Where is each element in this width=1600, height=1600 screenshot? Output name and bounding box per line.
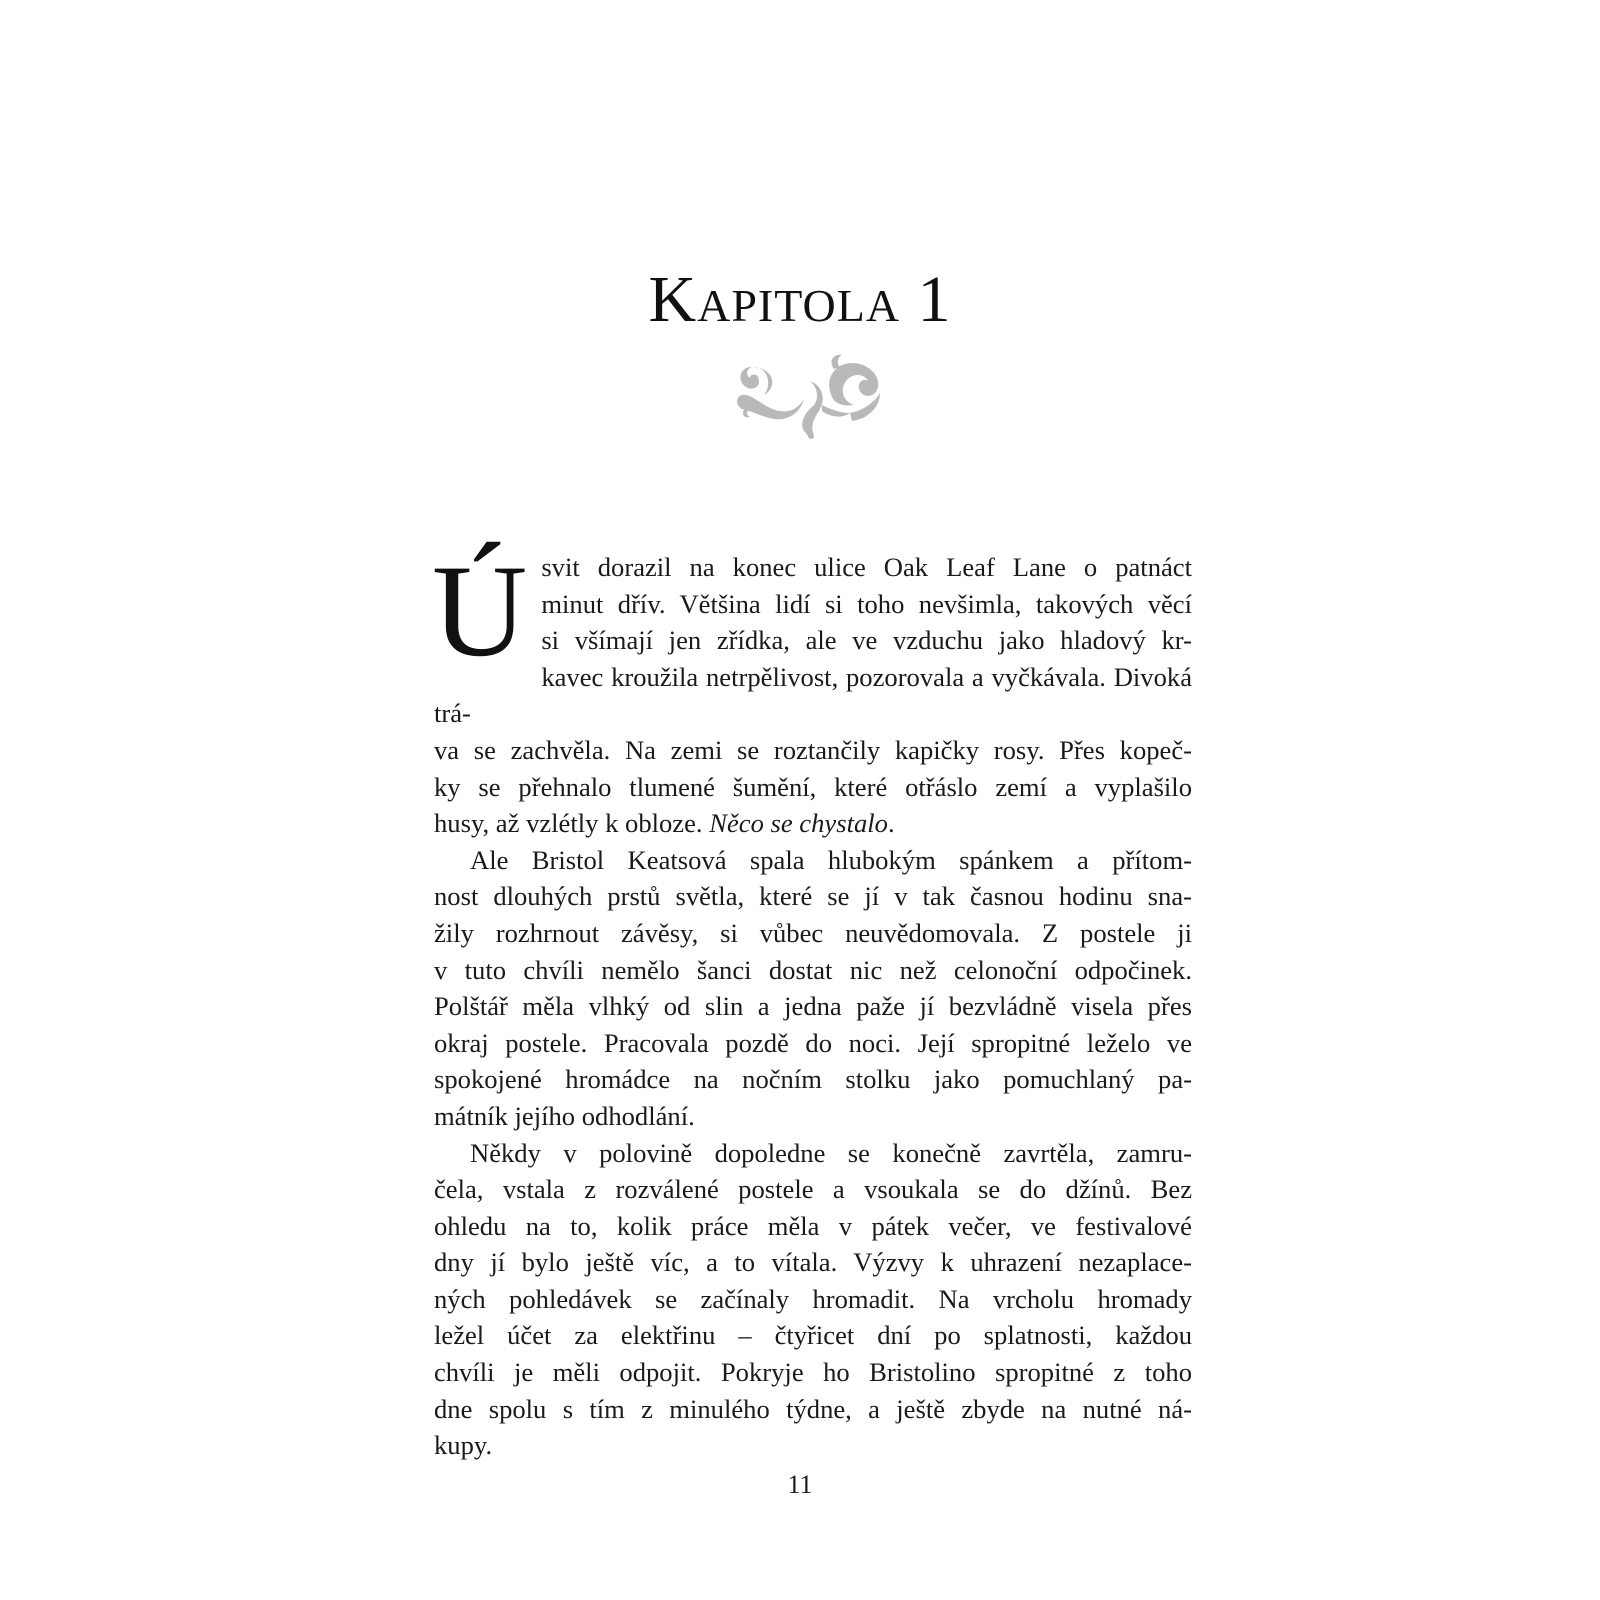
- text-line: nost dlouhých prstů světla, které se jí v tak časnou hodinu sna-: [434, 881, 1192, 912]
- text-line: minut dřív. Většina lidí si toho nevšimla, takových věcí: [541, 588, 1192, 619]
- text-line: dny jí bylo ještě víc, a to vítala. Výzvy k uhrazení nezaplace-: [434, 1247, 1192, 1278]
- text-line: Polštář měla vlhký od slin a jedna paže jí bezvládně visela přes: [434, 991, 1192, 1022]
- text-line: ných pohledávek se začínaly hromadit. Na vrcholu hromady: [434, 1283, 1192, 1314]
- text-line: čela, vstala z rozválené postele a vsoukala se do džínů. Bez: [434, 1174, 1192, 1205]
- paragraph-1: [432, 537, 1192, 842]
- text-line: kupy.: [434, 1430, 493, 1461]
- page-number: 11: [787, 1470, 813, 1499]
- text-line: Ale Bristol Keatsová spala hlubokým spánkem a přítom-: [470, 844, 1192, 875]
- paragraph-3: [434, 1135, 1192, 1464]
- chapter-title: Kapitola 1: [648, 263, 952, 336]
- text-fragment: husy, až vzlétly k obloze.: [434, 808, 710, 839]
- text-line: ky se přehnalo tlumené šumění, které otřáslo zemí a vyplašilo: [434, 771, 1192, 802]
- text-line: žily rozhrnout závěsy, si vůbec neuvědomovala. Z postele ji: [434, 917, 1192, 948]
- text-line: chvíli je měli odpojit. Pokryje ho Bristolino spropitné z toho: [434, 1357, 1192, 1388]
- text-line: v tuto chvíli nemělo šanci dostat nic než celonoční odpočinek.: [434, 954, 1192, 985]
- text-line: va se zachvěla. Na zemi se roztančily kapičky rosy. Přes kopeč-: [434, 734, 1192, 765]
- text-line: ležel účet za elektřinu – čtyřicet dní po splatnosti, každou: [434, 1320, 1192, 1351]
- text-line: okraj postele. Pracovala pozdě do noci. Její spropitné leželo ve: [434, 1027, 1192, 1058]
- text-line: kavec kroužila netrpělivost, pozorovala a vyčkávala. Divoká trá-: [434, 661, 1192, 729]
- text-line: svit dorazil na konec ulice Oak Leaf Lane o patnáct: [541, 552, 1192, 582]
- text-fragment: .: [887, 808, 895, 839]
- text-line: ohledu na to, kolik práce měla v pátek večer, ve festivalové: [434, 1210, 1192, 1241]
- text-line: dne spolu s tím z minulého týdne, a ještě zbyde na nutné ná-: [434, 1393, 1192, 1424]
- text-line: Někdy v polovině dopoledne se konečně zavrtěla, zamru-: [470, 1137, 1192, 1168]
- italic-phrase: Něco se chystalo: [709, 808, 888, 839]
- chapter-text: [432, 537, 1192, 1464]
- flourish-ornament-icon: [734, 347, 884, 443]
- text-line: spokojené hromádce na nočním stolku jako pomuchlaný pa-: [434, 1064, 1192, 1095]
- paragraph-2: [434, 842, 1192, 1135]
- drop-cap: Ú: [432, 537, 528, 684]
- text-line: [434, 805, 1192, 842]
- text-line: mátník jejího odhodlání.: [434, 1100, 695, 1131]
- text-line: si všímají jen zřídka, ale ve vzduchu jako hladový kr-: [541, 625, 1192, 656]
